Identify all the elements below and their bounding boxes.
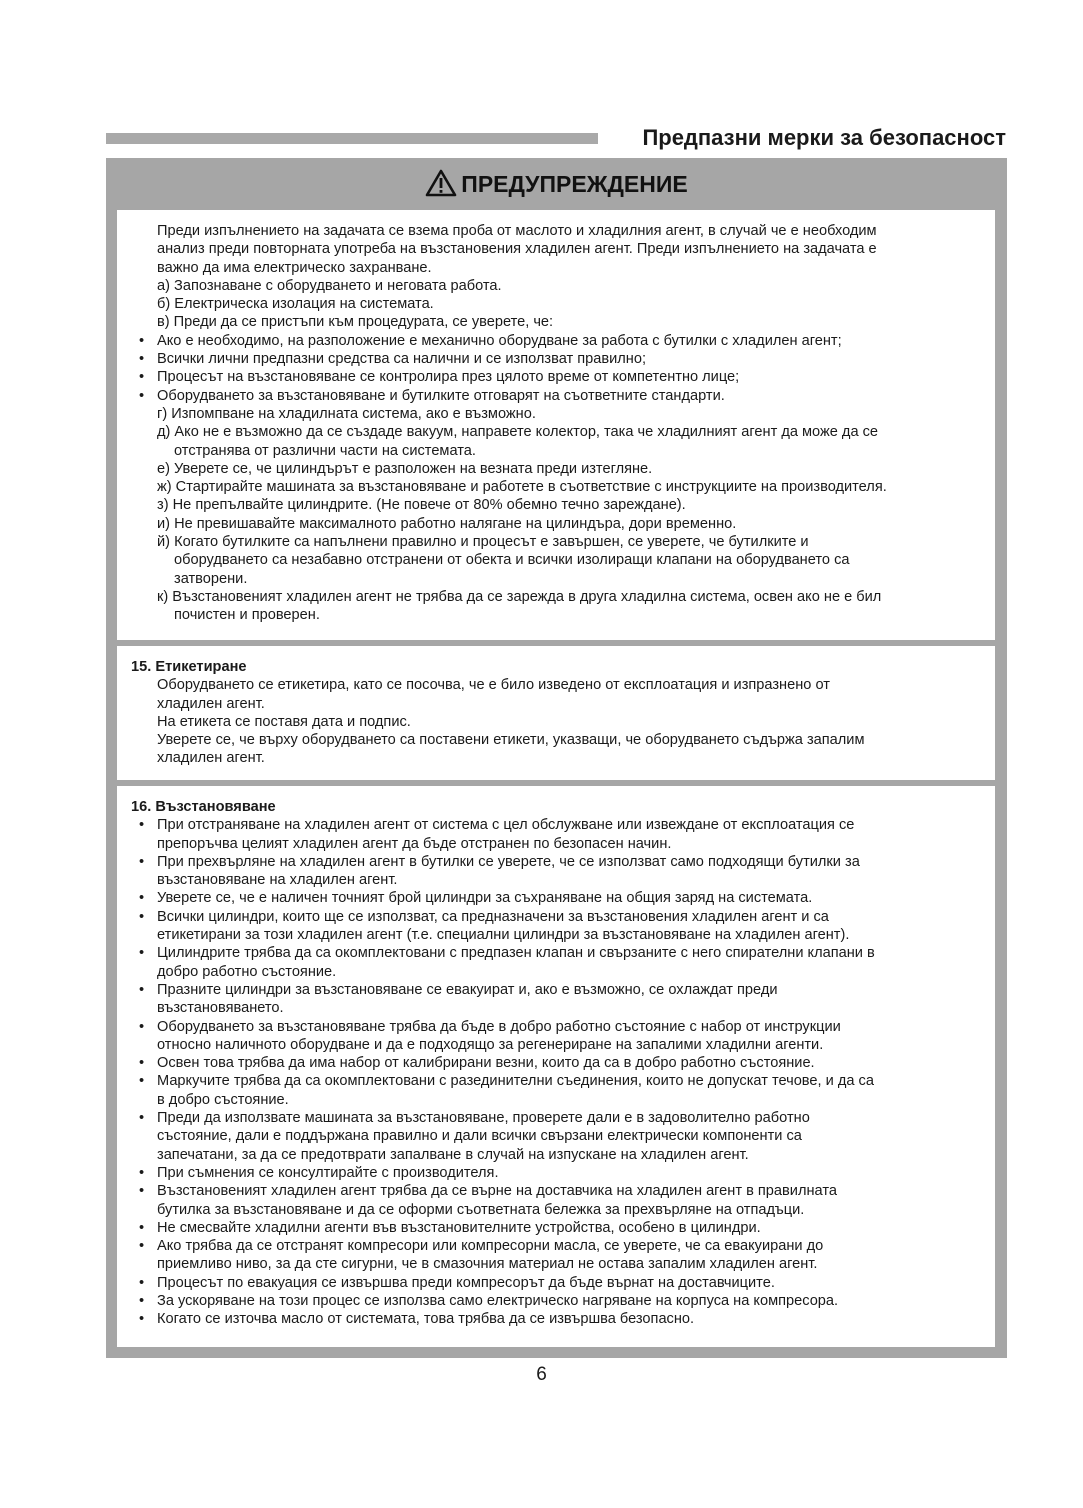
list-item-cont [117, 1146, 995, 1164]
list-item-text: препоръчва целият хладилен агент да бъде отстранен по безопасен начин. [157, 835, 672, 852]
bullet: • [139, 817, 145, 834]
paragraph-line: Оборудването се етикетира, като се посочва, че е било изведено от експлоатация и изпразнено от [157, 677, 830, 694]
list-item: • Ако е необходимо, на разположение е механично оборудване за работа с бутилки с хладилен агент; [139, 332, 842, 349]
list-item-text: При отстраняване на хладилен агент от система с цел обслужване или извеждане от експлоатация се [157, 817, 855, 834]
list-item [117, 816, 995, 834]
list-item-text: добро работно състояние. [157, 963, 337, 980]
list-item-text: Освен това трябва да има набор от калибрирани везни, които да са в добро работно състояние. [157, 1055, 815, 1072]
list-item-text: етикетирани за този хладилен агент (т.е. специални цилиндри за възстановяване на хладилен агент). [157, 927, 850, 944]
list-item-text: Когато се източва масло от системата, това трябва да се извършва безопасно. [157, 1311, 695, 1328]
page-header [106, 124, 1006, 152]
list-item: • Всички лични предпазни средства са налични и се използват правилно; [139, 351, 647, 368]
list-item [117, 981, 995, 999]
step-b: б) Електрическа изолация на системата. [157, 296, 434, 313]
bullet: • [139, 890, 145, 907]
list-item-text: Не смесвайте хладилни агенти във възстановителните устройства, особено в цилиндри. [157, 1219, 761, 1236]
list-item-cont [117, 963, 995, 981]
list-item-text: Цилиндрите трябва да са окомплектовани с предпазен клапан и свързаните с него спирателни клапани в [157, 945, 875, 962]
list-item-text: За ускоряване на този процес се използва само електрическо нагряване на корпуса на компресора. [157, 1293, 839, 1310]
bullet: • [139, 369, 145, 386]
list-item-text: Ако трябва да се отстранят компресори или компресорни масла, се уверете, че са евакуирани до [157, 1238, 824, 1255]
list-item [117, 1182, 995, 1200]
bullet: • [139, 1110, 145, 1127]
step-a: а) Запознаване с оборудването и неговата работа. [157, 277, 502, 294]
list-item [117, 1274, 995, 1292]
paragraph-line: Уверете се, че върху оборудването са поставени етикети, указващи, че оборудването съдържа запалим [157, 732, 865, 749]
list-item-text: в добро състояние. [157, 1091, 289, 1108]
step-v: в) Преди да се пристъпи към процедурата, се уверете, че: [157, 314, 554, 331]
list-item-text: състояние, дали е поддържана правилно и дали всички свързани електрически компоненти са [157, 1128, 802, 1145]
list-item-cont [117, 1255, 995, 1273]
step-i: и) Не превишавайте максималното работно налягане на цилиндъра, дори временно. [157, 515, 737, 532]
intro-line: анализ преди повторната употреба на възстановения хладилен агент. Преди изпълнението на задачата е [157, 241, 877, 258]
bullet: • [139, 1238, 145, 1255]
list-item-text: Оборудването за възстановяване трябва да бъде в добро работно състояние с набор от инструкции [157, 1018, 841, 1035]
intro-line: Преди изпълнението на задачата се взема проба от маслото и хладилния агент, в случай че е необходим [157, 223, 877, 239]
page-number: 6 [536, 1364, 547, 1385]
recovery-panel [117, 786, 995, 1347]
list-item [117, 1109, 995, 1127]
intro-line: важно да има електрическо захранване. [157, 259, 432, 276]
list-item-text: Процесът по евакуация се извършва преди компресорът да бъде върнат на доставчиците. [157, 1274, 775, 1291]
step-d-cont: отстранява от различни части на системата. [174, 442, 476, 459]
bullet: • [139, 945, 145, 962]
list-item [117, 944, 995, 962]
bullet: • [139, 1073, 145, 1090]
bullet: • [139, 332, 145, 349]
step-k: к) Възстановеният хладилен агент не трябва да се зарежда в друга хладилна система, освен ако не е бил [157, 588, 882, 605]
header-rule [106, 133, 598, 144]
section-heading: 15. Етикетиране [131, 659, 247, 675]
list-item [117, 1292, 995, 1310]
list-item-cont [117, 835, 995, 853]
list-item [117, 1310, 995, 1328]
labelling-panel [117, 646, 995, 780]
warning-triangle-icon [425, 169, 457, 197]
step-y: й) Когато бутилките са напълнени правилно и процесът е завършен, се уверете, че бутилките и [157, 534, 809, 551]
step-y-cont: затворени. [174, 570, 248, 587]
list-item-cont [117, 1091, 995, 1109]
list-item-text: Маркучите трябва да са окомплектовани с разединителни съединения, които не допускат течове, и да са [157, 1073, 874, 1090]
section-heading: 16. Възстановяване [131, 799, 276, 815]
list-item-text: възстановяване на хладилен агент. [157, 872, 398, 889]
list-item: • Оборудването за възстановяване и бутилките отговарят на съответните стандарти. [139, 387, 725, 404]
step-d: д) Ако не е възможно да се създаде вакуум, направете колектор, така че хладилният агент да може да се [157, 424, 879, 441]
page-title: Предпазни мерки за безопасност [642, 125, 1006, 150]
list-item-text: Възстановеният хладилен агент трябва да се върне на доставчика на хладилен агент в правилната [157, 1183, 837, 1200]
list-item-cont [117, 1036, 995, 1054]
bullet: • [139, 1018, 145, 1035]
bullet: • [139, 1219, 145, 1236]
list-item-text: приемливо ниво, за да сте сигурни, че в смазочния материал не остава запалим хладилен агент. [157, 1256, 818, 1273]
bullet: • [139, 1274, 145, 1291]
warning-heading [106, 158, 1007, 210]
warning-title: ПРЕДУПРЕЖДЕНИЕ [461, 170, 688, 197]
paragraph-line: На етикета се поставя дата и подпис. [157, 713, 411, 730]
list-item [117, 889, 995, 907]
warning-frame [106, 158, 1007, 1358]
list-item-text: възстановяването. [157, 1000, 284, 1017]
list-item [117, 1237, 995, 1255]
bullet: • [139, 387, 145, 404]
bullet: • [139, 908, 145, 925]
paragraph-line: хладилен агент. [157, 695, 265, 712]
list-item [117, 1219, 995, 1237]
step-y-cont: оборудването са незабавно отстранени от обекта и всички изолиращи клапани на оборудването са [174, 552, 850, 569]
step-g: г) Изпомпване на хладилната система, ако е възможно. [157, 405, 536, 422]
bullet: • [139, 1293, 145, 1310]
step-zh: ж) Стартирайте машината за възстановяване и работете в съответствие с инструкциите на производителя. [157, 479, 887, 496]
step-z: з) Не препълвайте цилиндрите. (Не повече от 80% обемно течно зареждане). [157, 497, 686, 514]
bullet: • [139, 981, 145, 998]
bullet: • [139, 351, 145, 368]
list-item-cont [117, 1201, 995, 1219]
list-item-text: относно наличното оборудване и да е подходящо за регенериране на запалими хладилни агенти. [157, 1036, 824, 1053]
list-item [117, 1072, 995, 1090]
list-item-text: Празните цилиндри за възстановяване се евакуират и, ако е възможно, се охлаждат преди [157, 981, 778, 998]
list-item [117, 853, 995, 871]
recovery-procedure-panel [117, 210, 995, 640]
list-item-cont [117, 1127, 995, 1145]
bullet: • [139, 1183, 145, 1200]
list-item [117, 1054, 995, 1072]
list-item [117, 1018, 995, 1036]
list-item-text: Всички цилиндри, които ще се използват, са предназначени за възстановения хладилен агент и са [157, 908, 829, 925]
bullet: • [139, 853, 145, 870]
list-item-cont [117, 999, 995, 1017]
list-item-text: Уверете се, че е наличен точният брой цилиндри за съхраняване на общия заряд на системата. [157, 890, 813, 907]
list-item-text: При прехвърляне на хладилен агент в бутилки се уверете, че се използват само подходящи бутилки за [157, 853, 860, 870]
list-item-text: запечатани, за да се предотврати запалване в случай на изпускане на хладилен агент. [157, 1146, 749, 1163]
list-item [117, 1164, 995, 1182]
list-item-text: Преди да използвате машината за възстановяване, проверете дали е в задоволително работно [157, 1110, 810, 1127]
list-item: • Процесът на възстановяване се контролира през цялото време от компетентно лице; [139, 369, 740, 386]
bullet: • [139, 1055, 145, 1072]
list-item-cont [117, 926, 995, 944]
step-e: е) Уверете се, че цилиндърът е разположен на везната преди изтегляне. [157, 460, 653, 477]
bullet: • [139, 1311, 145, 1328]
list-item-cont [117, 871, 995, 889]
list-item-text: При съмнения се консултирайте с производителя. [157, 1164, 499, 1181]
list-item [117, 908, 995, 926]
list-item-text: бутилка за възстановяване и да се оформи съответната бележка за прехвърляне на отпадъци. [157, 1201, 805, 1218]
bullet: • [139, 1164, 145, 1181]
paragraph-line: хладилен агент. [157, 750, 265, 767]
step-k-cont: почистен и проверен. [174, 607, 320, 624]
